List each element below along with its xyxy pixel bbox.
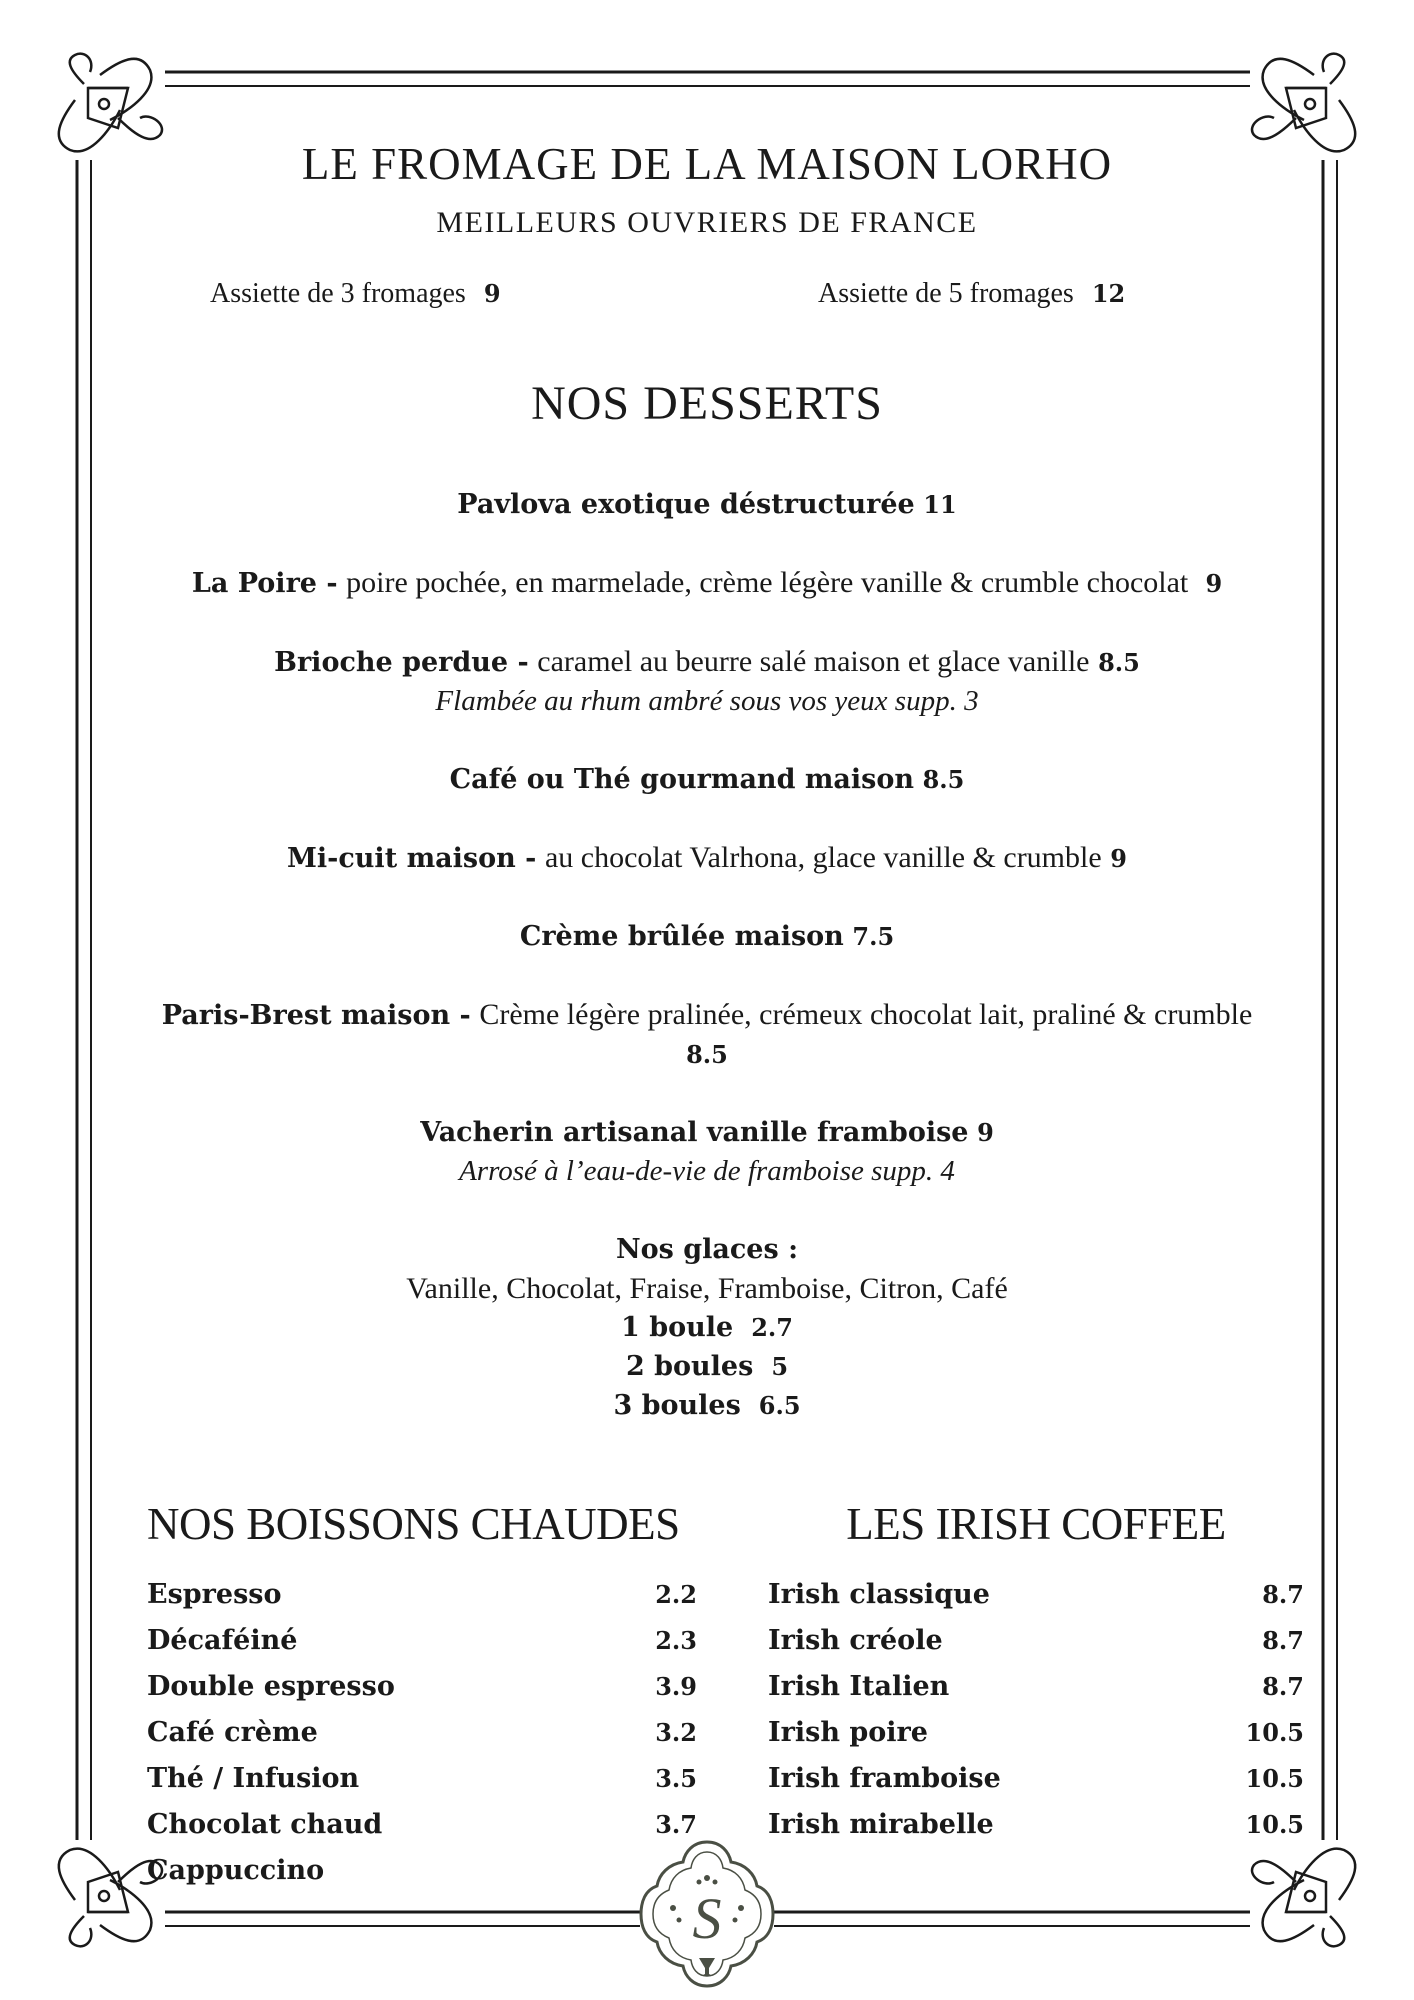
item-name: Irish poire	[768, 1717, 928, 1748]
cheese-plate-label: Assiette de 5 fromages	[818, 278, 1074, 309]
list-item	[147, 1802, 697, 1848]
item-price: 2.3	[655, 1626, 697, 1655]
list-item	[768, 1710, 1304, 1756]
dessert-name: La Poire -	[191, 568, 338, 599]
hot-drinks-section	[147, 1498, 697, 1894]
cheese-plate-price: 9	[483, 279, 501, 308]
ice-cream-flavors: Vanille, Chocolat, Fraise, Framboise, Citron, Café	[406, 1272, 1008, 1305]
dessert-price: 7.5	[852, 922, 895, 951]
dessert-description: poire pochée, en marmelade, crème légère vanille & crumble chocolat	[346, 566, 1189, 599]
irish-coffee-list	[768, 1572, 1304, 1848]
cheese-plate-5	[818, 278, 1125, 310]
list-item	[147, 1664, 697, 1710]
desserts-title: NOS DESSERTS	[531, 377, 883, 430]
item-name: Cappuccino	[147, 1855, 325, 1886]
dessert-description: caramel au beurre salé maison et glace vanille	[537, 645, 1090, 678]
dessert-item	[140, 995, 1274, 1074]
ice-cream-title: Nos glaces :	[615, 1234, 799, 1265]
dessert-item	[140, 485, 1274, 524]
list-item	[768, 1756, 1304, 1802]
cheese-plate-label: Assiette de 3 fromages	[210, 278, 466, 309]
item-price: 10.5	[1245, 1718, 1304, 1747]
list-item	[768, 1664, 1304, 1710]
item-name: Thé / Infusion	[147, 1763, 360, 1794]
dessert-name: Pavlova exotique déstructurée	[457, 489, 915, 520]
dessert-list	[140, 485, 1274, 1425]
list-item	[768, 1802, 1304, 1848]
dessert-item	[140, 642, 1274, 721]
dessert-price: 9	[1205, 569, 1223, 598]
list-item	[147, 1848, 697, 1894]
dessert-item	[140, 563, 1274, 603]
item-price: 10.5	[1245, 1810, 1304, 1839]
scoop-price: 6.5	[758, 1391, 801, 1420]
dessert-item	[140, 1113, 1274, 1191]
item-price: 8.7	[1262, 1626, 1304, 1655]
item-price: 10.5	[1245, 1764, 1304, 1793]
dessert-name: Café ou Thé gourmand maison	[449, 764, 915, 795]
dessert-price: 11	[923, 490, 957, 519]
list-item	[147, 1756, 697, 1802]
hot-drinks-title: NOS BOISSONS CHAUDES	[147, 1499, 680, 1549]
scoop-option	[140, 1386, 1274, 1425]
dessert-item	[140, 760, 1274, 799]
list-item	[768, 1572, 1304, 1618]
irish-coffee-title: LES IRISH COFFEE	[846, 1499, 1226, 1549]
irish-coffee-section	[768, 1498, 1304, 1848]
dessert-price: 8.5	[686, 1040, 728, 1069]
scoop-option	[140, 1308, 1274, 1347]
cheese-plate-3	[210, 278, 501, 310]
scoop-label: 3 boules	[613, 1390, 741, 1421]
item-name: Irish framboise	[768, 1763, 1001, 1794]
item-name: Chocolat chaud	[147, 1809, 383, 1840]
scoop-label: 1 boule	[621, 1312, 734, 1343]
scoop-price: 5	[771, 1352, 789, 1381]
cheese-subtitle: MEILLEURS OUVRIERS DE FRANCE	[436, 206, 978, 239]
item-price: 8.7	[1262, 1672, 1304, 1701]
item-name: Irish mirabelle	[768, 1809, 994, 1840]
list-item	[768, 1618, 1304, 1664]
dessert-price: 8.5	[922, 765, 965, 794]
dessert-name: Crème brûlée maison	[519, 921, 844, 952]
list-item	[147, 1572, 697, 1618]
cheese-plate-price: 12	[1091, 279, 1126, 308]
item-name: Double espresso	[147, 1671, 395, 1702]
dessert-price: 9	[977, 1118, 994, 1147]
hot-drinks-list	[147, 1572, 697, 1894]
dessert-description: au chocolat Valrhona, glace vanille & crumble	[544, 841, 1102, 874]
item-name: Espresso	[147, 1579, 282, 1610]
logo-emblem	[637, 1838, 777, 1990]
item-price: 2.2	[655, 1580, 697, 1609]
dessert-price: 9	[1110, 844, 1127, 873]
item-name: Café crème	[147, 1717, 318, 1748]
scoop-option	[140, 1347, 1274, 1386]
dessert-item	[140, 917, 1274, 956]
item-price: 3.2	[655, 1718, 697, 1747]
dessert-name: Paris-Brest maison -	[161, 1000, 471, 1031]
dessert-note: Flambée au rhum ambré sous vos yeux supp. 3	[435, 685, 979, 717]
item-price: 3.9	[655, 1672, 697, 1701]
cheese-title: LE FROMAGE DE LA MAISON LORHO	[301, 139, 1113, 189]
dessert-description: Crème légère pralinée, crémeux chocolat lait, praliné & crumble	[479, 998, 1253, 1031]
dessert-name: Vacherin artisanal vanille framboise	[420, 1117, 969, 1148]
logo-letter: S	[692, 1886, 722, 1951]
item-price: 3.7	[655, 1810, 697, 1839]
dessert-name: Mi-cuit maison -	[287, 843, 537, 874]
item-price: 3.5	[655, 1764, 697, 1793]
item-name: Irish Italien	[768, 1671, 950, 1702]
dessert-note: Arrosé à l’eau-de-vie de framboise supp. 4	[459, 1155, 955, 1187]
ice-cream-block	[140, 1230, 1274, 1425]
item-price: 8.7	[1262, 1580, 1304, 1609]
list-item	[147, 1618, 697, 1664]
dessert-name: Brioche perdue -	[274, 647, 529, 678]
scoop-label: 2 boules	[625, 1351, 754, 1382]
item-name: Irish créole	[768, 1625, 943, 1656]
item-name: Irish classique	[768, 1579, 990, 1610]
list-item	[147, 1710, 697, 1756]
dessert-item	[140, 838, 1274, 878]
dessert-price: 8.5	[1098, 648, 1140, 677]
item-name: Décaféiné	[147, 1625, 298, 1656]
scoop-price: 2.7	[751, 1313, 793, 1342]
